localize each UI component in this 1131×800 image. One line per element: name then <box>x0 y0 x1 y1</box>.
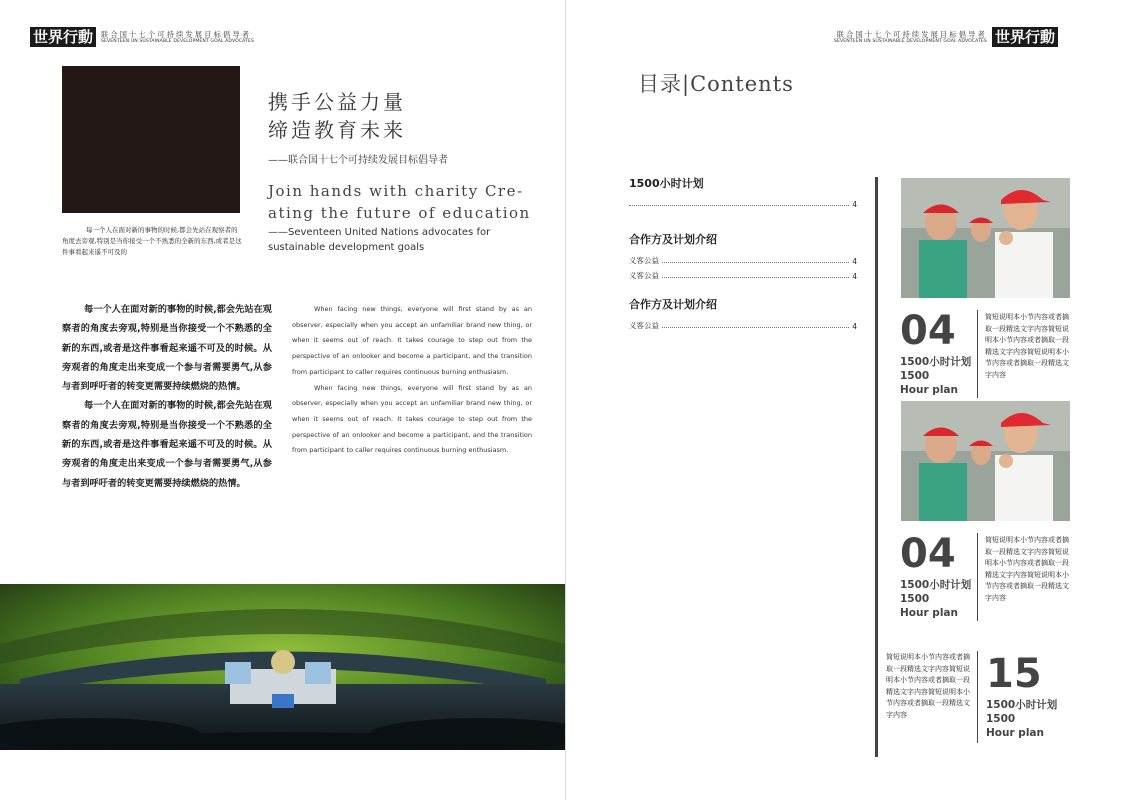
feature-label-en: Hour plan <box>986 727 1044 739</box>
volunteers-illustration <box>901 401 1070 521</box>
feature-label <box>986 698 1057 740</box>
feature-summary: 简短说明本小节内容或者摘取一段精选文字内容简短说明本小节内容或者摘取一段精选文字内容简短说明本小节内容或者摘取一段精选文字内容 <box>985 536 1069 602</box>
toc-heading-leader[interactable] <box>629 195 857 209</box>
portrait-image <box>62 66 240 213</box>
headline-line: 携手公益力量 <box>268 90 406 114</box>
toc-section <box>629 296 857 331</box>
feature-label-en: Hour plan <box>900 384 958 396</box>
feature-number: 15 <box>986 651 1042 697</box>
paragraph: When facing new things, everyone will first stand by as an observer, especially when you accept an unfamiliar brand new thing, or when it seems out of reach. It takes courage to step out from the perspective of an onlooker and become a participant, and the transition from participant to caller requires continuous burning enthusiasm. <box>292 383 532 455</box>
toc-page-number: 4 <box>852 322 857 331</box>
un-assembly-photo <box>0 584 566 750</box>
headline <box>268 88 406 144</box>
feature-label-cn: 1500小时计划 <box>986 699 1058 711</box>
toc-entry-label: 义客公益 <box>629 321 659 330</box>
toc-page-number: 4 <box>852 272 857 281</box>
subtitle-cn: ——联合国十七个可持续发展目标倡导者 <box>268 155 448 166</box>
brand-en-name: SEVENTEEN UN SUSTAINABLE DEVELOPMENT GOAL ADVOCATES <box>101 38 254 44</box>
feature-label-cn: 1500小时计划 <box>900 356 972 368</box>
feature-label-number: 1500 <box>986 713 1016 725</box>
headline-en: Join hands with charity Cre- ating the future of education <box>268 182 531 222</box>
feature-label-en: Hour plan <box>900 607 958 619</box>
feature-divider <box>977 651 978 743</box>
feature-summary: 简短说明本小节内容或者摘取一段精选文字内容简短说明本小节内容或者摘取一段精选文字内容简短说明本小节内容或者摘取一段精选文字内容 <box>886 653 970 719</box>
feature-summary: 简短说明本小节内容或者摘取一段精选文字内容简短说明本小节内容或者摘取一段精选文字内容简短说明本小节内容或者摘取一段精选文字内容 <box>985 313 1069 379</box>
toc-entry[interactable] <box>629 251 857 266</box>
headline-line: 缔造教育未来 <box>268 118 406 142</box>
toc-entry-label: 义客公益 <box>629 271 659 280</box>
feature-number: 04 <box>900 531 956 577</box>
brand-en-name: SEVENTEEN UN SUSTAINABLE DEVELOPMENT GOAL ADVOCATES <box>834 38 987 44</box>
volunteers-photo <box>901 401 1070 521</box>
volunteers-photo <box>901 178 1070 298</box>
feature-label-number: 1500 <box>900 370 930 382</box>
toc-heading[interactable]: 合作方及计划介绍 <box>629 298 717 311</box>
toc-entry[interactable] <box>629 316 857 331</box>
brand-header-left <box>30 27 254 47</box>
toc-section <box>629 231 857 281</box>
toc-page-number: 4 <box>852 257 857 266</box>
right-page <box>566 0 1131 800</box>
body-text-en <box>292 302 532 459</box>
feature-number: 04 <box>900 308 956 354</box>
dot-leader <box>662 327 849 328</box>
feature-divider <box>977 533 978 621</box>
volunteers-illustration <box>901 178 1070 298</box>
toc-heading[interactable]: 合作方及计划介绍 <box>629 233 717 246</box>
feature-label-cn: 1500小时计划 <box>900 579 972 591</box>
assembly-hall-illustration <box>0 584 566 750</box>
toc-entry[interactable] <box>629 266 857 281</box>
toc-page-number: 4 <box>852 200 857 209</box>
brand-logo: 世界行動 <box>992 27 1058 47</box>
feature-label <box>900 355 971 397</box>
brand-cn-name: 联合国十七个可持续发展目标倡导者 <box>836 29 987 39</box>
paragraph: When facing new things, everyone will first stand by as an observer, especially when you accept an unfamiliar brand new thing, or when it seems out of reach. It takes courage to step out from the perspective of an onlooker and become a participant, and the transition from participant to caller requires continuous burning enthusiasm. <box>292 305 532 376</box>
feature-divider <box>977 310 978 398</box>
contents-title: 目录|Contents <box>638 72 794 96</box>
paragraph: 每一个人在面对新的事物的时候,都会先站在观察者的角度去旁观,特别是当你接受一个不熟悉的全新的东西,或者是这件事看起来遥不可及的时候。从旁观者的角度走出来变成一个参与者需要勇气,从参与者到呼吁者的转变更需要持续燃烧的热情。 <box>62 304 272 393</box>
brand-cn-name: 联合国十七个可持续发展目标倡导者 <box>101 29 252 39</box>
paragraph: 每一个人在面对新的事物的时候,都会先站在观察者的角度去旁观,特别是当你接受一个不熟悉的全新的东西,或者是这件事看起来遥不可及的时候。从旁观者的角度走出来变成一个参与者需要勇气,从参与者到呼吁者的转变更需要持续燃烧的热情。 <box>62 400 272 489</box>
dot-leader <box>662 277 849 278</box>
feature-label-number: 1500 <box>900 593 930 605</box>
toc-section <box>629 175 857 209</box>
image-caption: 每一个人在面对新的事物的时候,都会先站在观察者的角度去旁观,特别是当你接受一个不熟悉的全新的东西,或者是这件事看起来遥不可及的 <box>62 226 242 256</box>
body-text-cn <box>62 300 272 493</box>
brand-header-right <box>834 27 1058 47</box>
vertical-rule <box>875 177 878 757</box>
subtitle-en: ——Seventeen United Nations advocates for sustainable development goals <box>268 227 491 253</box>
toc-entry-label: 义客公益 <box>629 256 659 265</box>
toc-heading[interactable]: 1500小时计划 <box>629 177 704 190</box>
dot-leader <box>629 205 849 206</box>
feature-label <box>900 578 971 620</box>
brand-logo: 世界行動 <box>30 27 96 47</box>
dot-leader <box>662 262 849 263</box>
